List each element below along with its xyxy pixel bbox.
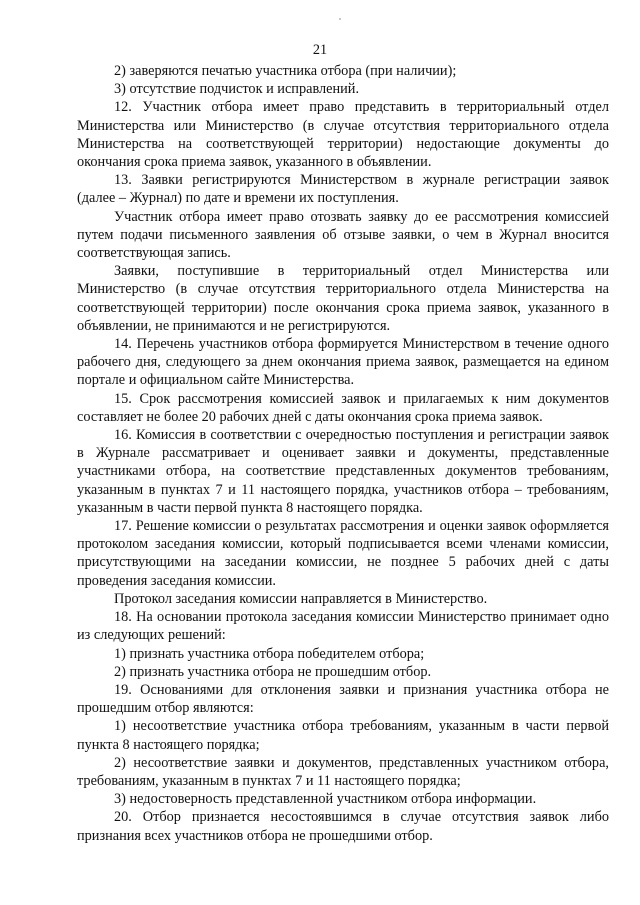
paragraph: 17. Решение комиссии о результатах рассмотрения и оценки заявок оформляется протоколом заседания комиссии, который подписывается всеми членами комиссии, присутствующими на заседании комиссии, не позднее 5 рабочих дней с даты проведения заседания комиссии.	[77, 518, 609, 589]
paragraph: 19. Основаниями для отклонения заявки и признания участника отбора не прошедшим отбор являются:	[77, 681, 609, 717]
page-number: 21	[312, 42, 328, 58]
paragraph: 2) несоответствие заявки и документов, представленных участником отбора, требованиям, указанным в пунктах 7 и 11 настоящего порядка;	[77, 754, 609, 789]
paragraph: 3) отсутствие подчисток и исправлений.	[114, 81, 360, 98]
paragraph: 13. Заявки регистрируются Министерством в журнале регистрации заявок (далее – Журнал) по дате и времени их поступления.	[77, 172, 609, 207]
paragraph: 14. Перечень участников отбора формируется Министерством в течение одного рабочего дня, следующего за днем окончания приема заявок, размещается на едином портале и официальном сайте Министерства.	[77, 336, 609, 389]
scan-speck	[339, 18, 341, 20]
paragraph: Заявки, поступившие в территориальный отдел Министерства или Министерство (в случае отсутствия территориального отдела Министерства на соответствующей территории) после окончания срока приема заявок, указанного в объявлении, не принимаются и не регистрируются.	[77, 263, 609, 334]
paragraph: 18. На основании протокола заседания комиссии Министерство принимает одно из следующих решений:	[77, 609, 609, 644]
document-body	[77, 62, 609, 845]
paragraph: 16. Комиссия в соответствии с очередностью поступления и регистрации заявок в Журнале рассматривает и оценивает заявки и документы, представленные участниками отбора, на соответствие представленных документов требованиям, указанным в пунктах 7 и 11 настоящего порядка, участников отбора – требованиям, указанным в части первой пункта 8 настоящего порядка.	[77, 427, 609, 516]
paragraph: Участник отбора имеет право отозвать заявку до ее рассмотрения комиссией путем подачи письменного заявления об отзыве заявки, о чем в Журнал вносится соответствующая запись.	[77, 208, 609, 262]
paragraph: 12. Участник отбора имеет право представить в территориальный отдел Министерства или Министерство (в случае отсутствия территориального отдела Министерства на соответствующей территории) недостающие документы до окончания срока приема заявок, указанного в объявлении.	[77, 99, 609, 171]
paragraph: 2) признать участника отбора не прошедшим отбор.	[114, 663, 432, 680]
paragraph: 15. Срок рассмотрения комиссией заявок и прилагаемых к ним документов составляет не более 20 рабочих дней с даты окончания срока приема заявок.	[77, 390, 609, 425]
paragraph: 20. Отбор признается несостоявшимся в случае отсутствия заявок либо признания всех участников отбора не прошедшими отбор.	[77, 809, 609, 844]
paragraph: Протокол заседания комиссии направляется в Министерство.	[114, 590, 488, 607]
paragraph: 2) заверяются печатью участника отбора (при наличии);	[114, 63, 457, 79]
paragraph: 1) признать участника отбора победителем отбора;	[114, 645, 425, 662]
paragraph: 1) несоответствие участника отбора требованиям, указанным в части первой пункта 8 настоящего порядка;	[77, 718, 609, 753]
paragraph: 3) недостоверность представленной участником отбора информации.	[114, 791, 537, 808]
